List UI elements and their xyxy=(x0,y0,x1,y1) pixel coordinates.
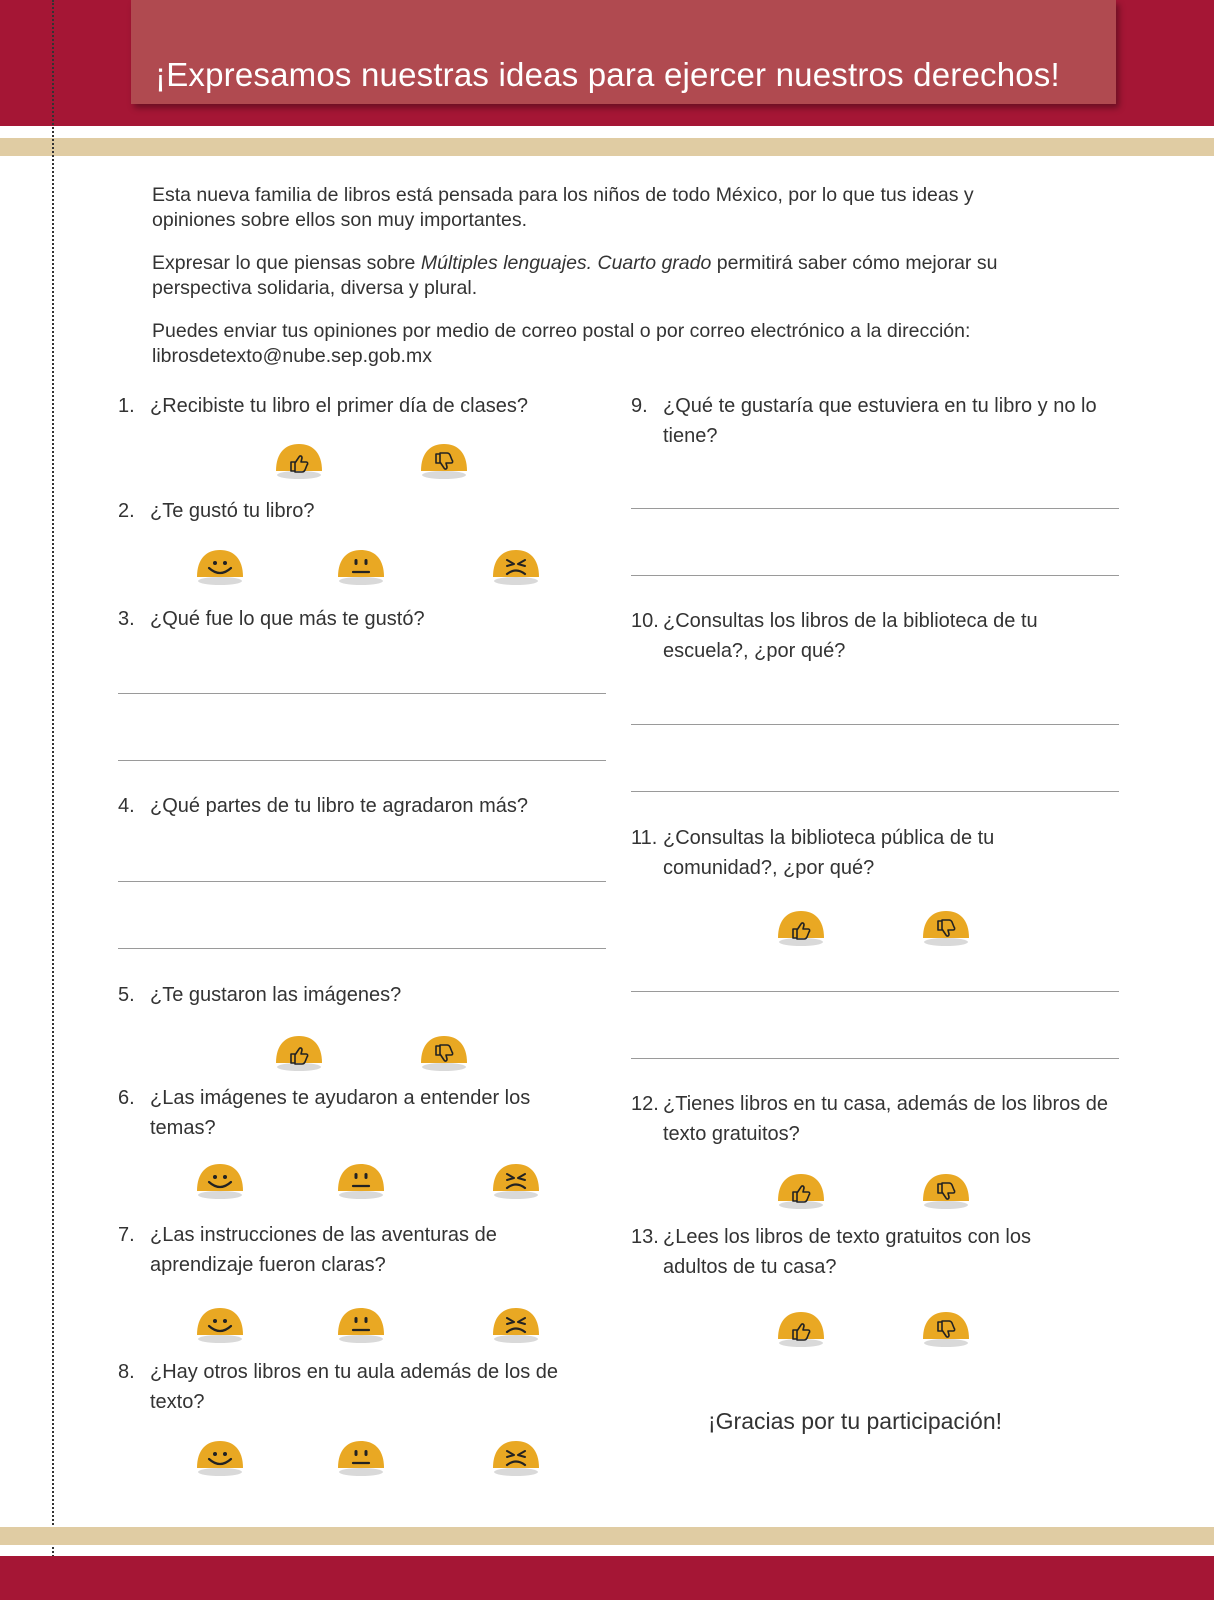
answer-line[interactable] xyxy=(631,1058,1119,1059)
question-number: 1. xyxy=(118,395,135,417)
question-number: 9. xyxy=(631,395,648,417)
footer-band xyxy=(0,1556,1214,1600)
question-number: 3. xyxy=(118,608,135,630)
question-text: ¿Te gustaron las imágenes? xyxy=(150,984,402,1006)
happy-face-icon[interactable] xyxy=(194,1437,246,1477)
thumbs-up-icon[interactable] xyxy=(775,907,827,947)
bottom-divider-stripe xyxy=(0,1527,1214,1545)
neutral-face-icon[interactable] xyxy=(335,1304,387,1344)
thumbs-up-icon[interactable] xyxy=(775,1308,827,1348)
question-text: ¿Qué te gustaría que estuviera en tu libro y no lo tiene? xyxy=(663,395,1097,447)
answer-line[interactable] xyxy=(631,508,1119,509)
question-text: ¿Las imágenes te ayudaron a entender los temas? xyxy=(150,1087,531,1139)
question-number: 12. xyxy=(631,1093,659,1115)
intro-paragraph-2 xyxy=(152,251,1032,301)
question-text: ¿Te gustó tu libro? xyxy=(150,500,315,522)
question-text: ¿Qué partes de tu libro te agradaron más? xyxy=(150,795,528,817)
thumbs-down-icon[interactable] xyxy=(920,1170,972,1210)
happy-face-icon[interactable] xyxy=(194,546,246,586)
neutral-face-icon[interactable] xyxy=(335,1160,387,1200)
question-number: 7. xyxy=(118,1224,135,1246)
top-divider-stripe xyxy=(0,138,1214,156)
neutral-face-icon[interactable] xyxy=(335,546,387,586)
question-number: 6. xyxy=(118,1087,135,1109)
thumbs-down-icon[interactable] xyxy=(920,1308,972,1348)
intro-paragraph-3: Puedes enviar tus opiniones por medio de correo postal o por correo electrónico a la dirección: librosdetexto@nube.sep.gob.mx xyxy=(152,320,971,367)
answer-line[interactable] xyxy=(118,948,606,949)
question-number: 5. xyxy=(118,984,135,1006)
title-box xyxy=(131,0,1116,104)
thumbs-down-icon[interactable] xyxy=(418,440,470,480)
answer-line[interactable] xyxy=(631,724,1119,725)
thumbs-down-icon[interactable] xyxy=(920,907,972,947)
answer-line[interactable] xyxy=(631,791,1119,792)
answer-line[interactable] xyxy=(631,991,1119,992)
answer-line[interactable] xyxy=(118,693,606,694)
question-number: 2. xyxy=(118,500,135,522)
answer-line[interactable] xyxy=(118,760,606,761)
intro-text: Expresar lo que piensas sobre xyxy=(152,252,421,274)
question-text: ¿Qué fue lo que más te gustó? xyxy=(150,608,425,630)
question-text: ¿Hay otros libros en tu aula además de los de texto? xyxy=(150,1361,558,1413)
angry-face-icon[interactable] xyxy=(490,546,542,586)
thumbs-down-icon[interactable] xyxy=(418,1032,470,1072)
angry-face-icon[interactable] xyxy=(490,1304,542,1344)
question-text: ¿Consultas los libros de la biblioteca de tu escuela?, ¿por qué? xyxy=(663,610,1038,662)
angry-face-icon[interactable] xyxy=(490,1160,542,1200)
neutral-face-icon[interactable] xyxy=(335,1437,387,1477)
question-number: 4. xyxy=(118,795,135,817)
answer-line[interactable] xyxy=(118,881,606,882)
question-number: 13. xyxy=(631,1226,659,1248)
question-text: ¿Lees los libros de texto gratuitos con los adultos de tu casa? xyxy=(663,1226,1031,1278)
happy-face-icon[interactable] xyxy=(194,1160,246,1200)
question-number: 10. xyxy=(631,610,659,632)
answer-line[interactable] xyxy=(631,575,1119,576)
question-text: ¿Recibiste tu libro el primer día de clases? xyxy=(150,395,528,417)
intro-text: permitirá saber cómo mejorar su perspectiva solidaria, diversa y plural. xyxy=(152,252,998,299)
intro-paragraph-1: Esta nueva familia de libros está pensada para los niños de todo México, por lo que tus ideas y opiniones sobre ellos son muy importantes. xyxy=(152,184,974,231)
thanks-message: ¡Gracias por tu participación! xyxy=(708,1408,1003,1434)
book-title: Múltiples lenguajes. Cuarto grado xyxy=(420,252,712,274)
thumbs-up-icon[interactable] xyxy=(273,1032,325,1072)
question-text: ¿Tienes libros en tu casa, además de los libros de texto gratuitos? xyxy=(663,1093,1109,1145)
thumbs-up-icon[interactable] xyxy=(775,1170,827,1210)
question-text: ¿Consultas la biblioteca pública de tu comunidad?, ¿por qué? xyxy=(663,827,995,879)
question-number: 11. xyxy=(631,827,658,849)
cut-line xyxy=(52,0,54,1600)
angry-face-icon[interactable] xyxy=(490,1437,542,1477)
question-number: 8. xyxy=(118,1361,135,1383)
thumbs-up-icon[interactable] xyxy=(273,440,325,480)
happy-face-icon[interactable] xyxy=(194,1304,246,1344)
question-text: ¿Las instrucciones de las aventuras de aprendizaje fueron claras? xyxy=(150,1224,497,1276)
page-title: ¡Expresamos nuestras ideas para ejercer nuestros derechos! xyxy=(155,56,1060,93)
